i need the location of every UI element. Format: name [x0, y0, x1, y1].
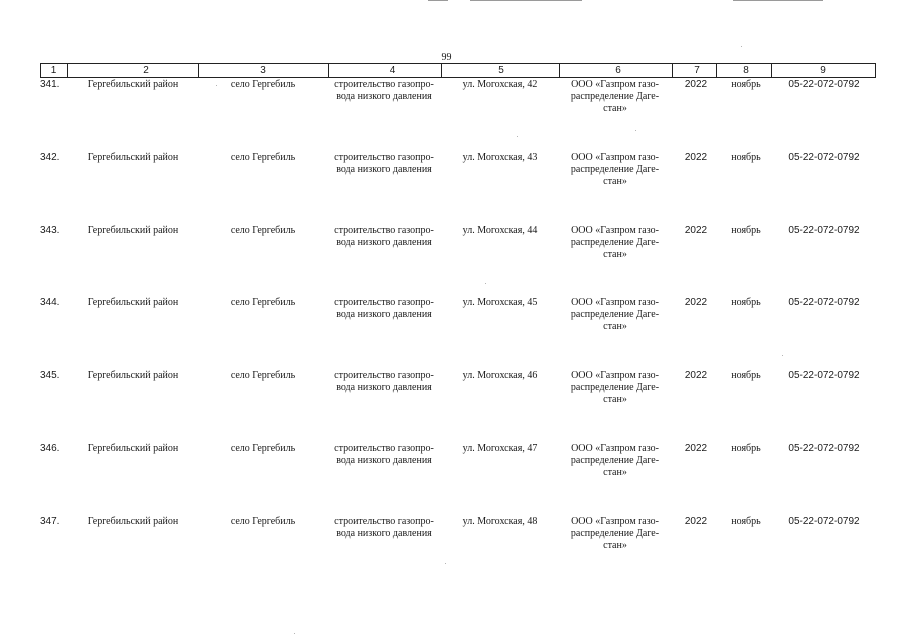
- month: ноябрь: [731, 152, 761, 163]
- scan-speck: [216, 85, 217, 86]
- organization-line: стан»: [603, 394, 627, 405]
- column-divider: [672, 63, 673, 78]
- organization-line: стан»: [603, 540, 627, 551]
- scan-speck: [445, 563, 446, 564]
- registry-code: 05-22-072-0792: [788, 225, 860, 236]
- scan-speck: [741, 46, 742, 47]
- organization: [560, 225, 670, 261]
- header-cell: 4: [389, 65, 396, 76]
- settlement: село Гергебиль: [230, 516, 296, 527]
- registry-code: 05-22-072-0792: [788, 152, 860, 163]
- district: Гергебильский район: [87, 443, 179, 454]
- work-type: [324, 370, 444, 394]
- work-type: [324, 79, 444, 103]
- settlement: село Гергебиль: [230, 79, 296, 90]
- work-type-line: строительство газопро-: [334, 516, 434, 527]
- year: 2022: [684, 370, 708, 381]
- address: ул. Могохская, 43: [462, 152, 538, 163]
- row-number: 345.: [40, 370, 60, 381]
- work-type-line: вода низкого давления: [336, 164, 432, 175]
- table-row: [0, 152, 905, 222]
- address: ул. Могохская, 45: [462, 297, 538, 308]
- row-number: 342.: [40, 152, 60, 163]
- header-cell: 6: [615, 65, 621, 76]
- header-cell: 1: [50, 65, 57, 76]
- address: ул. Могохская, 47: [462, 443, 538, 454]
- month: ноябрь: [731, 79, 761, 90]
- table-row: [0, 370, 905, 440]
- row-number: 347.: [40, 516, 60, 527]
- organization: [560, 79, 670, 115]
- header-cell: 7: [694, 65, 700, 76]
- work-type-line: строительство газопро-: [334, 152, 434, 163]
- organization: [560, 443, 670, 479]
- organization-line: ООО «Газпром газо-: [571, 370, 659, 381]
- organization-line: распределение Даге-: [570, 91, 660, 102]
- organization-line: распределение Даге-: [570, 164, 660, 175]
- page-number: 99: [441, 52, 452, 63]
- year: 2022: [684, 297, 708, 308]
- organization-line: стан»: [603, 176, 627, 187]
- column-divider: [328, 63, 329, 78]
- row-number: 343.: [40, 225, 60, 236]
- header-cell: 8: [743, 65, 749, 76]
- organization-line: ООО «Газпром газо-: [571, 443, 659, 454]
- scan-speck: [294, 633, 295, 634]
- column-divider: [875, 63, 876, 78]
- month: ноябрь: [731, 225, 761, 236]
- month: ноябрь: [731, 443, 761, 454]
- table-header: [40, 63, 875, 78]
- header-cell: 9: [820, 65, 826, 76]
- organization-line: распределение Даге-: [570, 455, 660, 466]
- year: 2022: [684, 516, 708, 527]
- work-type-line: вода низкого давления: [336, 455, 432, 466]
- organization-line: ООО «Газпром газо-: [571, 152, 659, 163]
- work-type: [324, 297, 444, 321]
- row-number: 346.: [40, 443, 60, 454]
- settlement: село Гергебиль: [230, 152, 296, 163]
- district: Гергебильский район: [87, 370, 179, 381]
- district: Гергебильский район: [87, 297, 179, 308]
- work-type-line: строительство газопро-: [334, 370, 434, 381]
- district: Гергебильский район: [87, 225, 179, 236]
- work-type-line: вода низкого давления: [336, 237, 432, 248]
- work-type-line: вода низкого давления: [336, 528, 432, 539]
- organization-line: ООО «Газпром газо-: [571, 297, 659, 308]
- district: Гергебильский район: [87, 516, 179, 527]
- registry-code: 05-22-072-0792: [788, 516, 860, 527]
- work-type: [324, 516, 444, 540]
- header-cell: 3: [260, 65, 266, 76]
- work-type-line: строительство газопро-: [334, 443, 434, 454]
- work-type-line: строительство газопро-: [334, 225, 434, 236]
- address: ул. Могохская, 44: [462, 225, 538, 236]
- scan-artifact-line: [428, 0, 448, 1]
- work-type: [324, 443, 444, 467]
- organization-line: распределение Даге-: [570, 309, 660, 320]
- scan-speck: [782, 355, 783, 356]
- year: 2022: [684, 225, 708, 236]
- registry-code: 05-22-072-0792: [788, 297, 860, 308]
- organization-line: распределение Даге-: [570, 528, 660, 539]
- organization: [560, 516, 670, 552]
- column-divider: [771, 63, 772, 78]
- table-row: [0, 79, 905, 149]
- column-divider: [441, 63, 442, 78]
- table-row: [0, 443, 905, 513]
- work-type-line: вода низкого давления: [336, 382, 432, 393]
- scan-artifact-line: [733, 0, 823, 1]
- settlement: село Гергебиль: [230, 297, 296, 308]
- district: Гергебильский район: [87, 79, 179, 90]
- organization-line: ООО «Газпром газо-: [571, 516, 659, 527]
- scan-speck: [485, 283, 486, 284]
- table-row: [0, 297, 905, 367]
- settlement: село Гергебиль: [230, 443, 296, 454]
- work-type: [324, 225, 444, 249]
- organization-line: распределение Даге-: [570, 237, 660, 248]
- scan-speck: [635, 130, 636, 131]
- scan-speck: [517, 136, 518, 137]
- registry-code: 05-22-072-0792: [788, 370, 860, 381]
- table-row: [0, 516, 905, 586]
- work-type-line: вода низкого давления: [336, 91, 432, 102]
- work-type: [324, 152, 444, 176]
- organization: [560, 370, 670, 406]
- column-divider: [40, 63, 41, 78]
- column-divider: [559, 63, 560, 78]
- organization: [560, 297, 670, 333]
- organization-line: ООО «Газпром газо-: [571, 225, 659, 236]
- year: 2022: [684, 79, 708, 90]
- organization-line: ООО «Газпром газо-: [571, 79, 659, 90]
- row-number: 341.: [40, 79, 60, 90]
- address: ул. Могохская, 48: [462, 516, 538, 527]
- settlement: село Гергебиль: [230, 225, 296, 236]
- work-type-line: строительство газопро-: [334, 297, 434, 308]
- work-type-line: строительство газопро-: [334, 79, 434, 90]
- column-divider: [198, 63, 199, 78]
- organization-line: стан»: [603, 249, 627, 260]
- year: 2022: [684, 152, 708, 163]
- organization-line: стан»: [603, 103, 627, 114]
- month: ноябрь: [731, 370, 761, 381]
- work-type-line: вода низкого давления: [336, 309, 432, 320]
- table-row: [0, 225, 905, 295]
- header-cell: 5: [498, 65, 504, 76]
- header-cell: 2: [143, 65, 149, 76]
- month: ноябрь: [731, 516, 761, 527]
- settlement: село Гергебиль: [230, 370, 296, 381]
- registry-code: 05-22-072-0792: [788, 443, 860, 454]
- organization: [560, 152, 670, 188]
- year: 2022: [684, 443, 708, 454]
- column-divider: [67, 63, 68, 78]
- month: ноябрь: [731, 297, 761, 308]
- row-number: 344.: [40, 297, 60, 308]
- organization-line: стан»: [603, 321, 627, 332]
- organization-line: распределение Даге-: [570, 382, 660, 393]
- registry-code: 05-22-072-0792: [788, 79, 860, 90]
- address: ул. Могохская, 42: [462, 79, 538, 90]
- address: ул. Могохская, 46: [462, 370, 538, 381]
- district: Гергебильский район: [87, 152, 179, 163]
- organization-line: стан»: [603, 467, 627, 478]
- column-divider: [716, 63, 717, 78]
- scan-artifact-line: [470, 0, 582, 1]
